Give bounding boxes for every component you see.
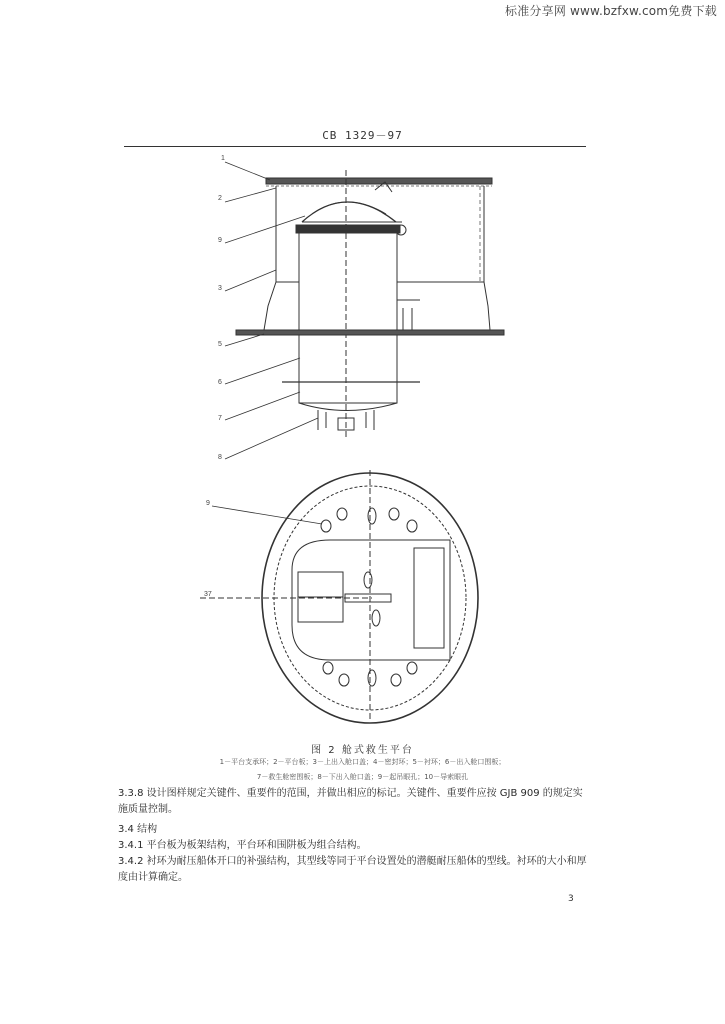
- escape-trunk: [299, 233, 397, 403]
- elevation-callouts: [218, 155, 225, 461]
- elevation-view: [236, 170, 504, 440]
- callout-2: 2: [218, 195, 222, 202]
- plan-view: [200, 470, 478, 723]
- standard-code: CB 1329－97: [322, 129, 403, 142]
- callout-8: 8: [218, 454, 222, 461]
- page-number: 3: [568, 894, 574, 904]
- figure-caption-title: 图 2 舱式救生平台: [311, 745, 414, 756]
- hatch-outline: [292, 540, 450, 660]
- hatch-ring: [296, 225, 400, 233]
- paragraph-3-3-8: 3.3.8 设计图样规定关键件、重要件的范围，并做出相应的标记。关键件、重要件应按 GJB 909 的规定实施质量控制。: [118, 788, 583, 815]
- figure-drawing: [0, 140, 725, 740]
- figure-legend-line-2: 7－救生舱密围板；8－下出入舱口盖；9－起吊眼孔；10－导索眼孔: [256, 773, 469, 781]
- callout-plan-37: 37: [204, 591, 212, 598]
- callout-1: 1: [221, 155, 225, 162]
- lower-hatch-cover: [299, 403, 397, 411]
- callout-3: 3: [218, 285, 222, 292]
- elevation-leaders: [225, 162, 318, 459]
- paragraph-3-4-1: 3.4.1 平台板为板架结构，平台环和围阱板为组合结构。: [118, 840, 367, 851]
- callout-9: 9: [218, 237, 222, 244]
- section-heading-3-4: 3.4 结构: [118, 824, 158, 835]
- callout-7: 7: [218, 415, 222, 422]
- callout-plan-9: 9: [206, 500, 210, 507]
- figure-legend-line-1: 1－平台支承环；2－平台板；3－上出入舱口盖；4－密封环；5－衬环；6－出入舱口围板；: [219, 758, 506, 766]
- watermark: 标准分享网 www.bzfxw.com免费下载: [505, 4, 717, 18]
- callout-5: 5: [218, 341, 222, 348]
- plan-callouts: [204, 500, 212, 598]
- platform-plate: [266, 178, 492, 184]
- paragraph-3-4-2: 3.4.2 衬环为耐压船体开口的补强结构，其型线等同于平台设置处的潜艇耐压船体的型线。衬环的大小和厚度由计算确定。: [118, 856, 587, 883]
- pressure-hull-band: [236, 330, 504, 335]
- callout-6: 6: [218, 379, 222, 386]
